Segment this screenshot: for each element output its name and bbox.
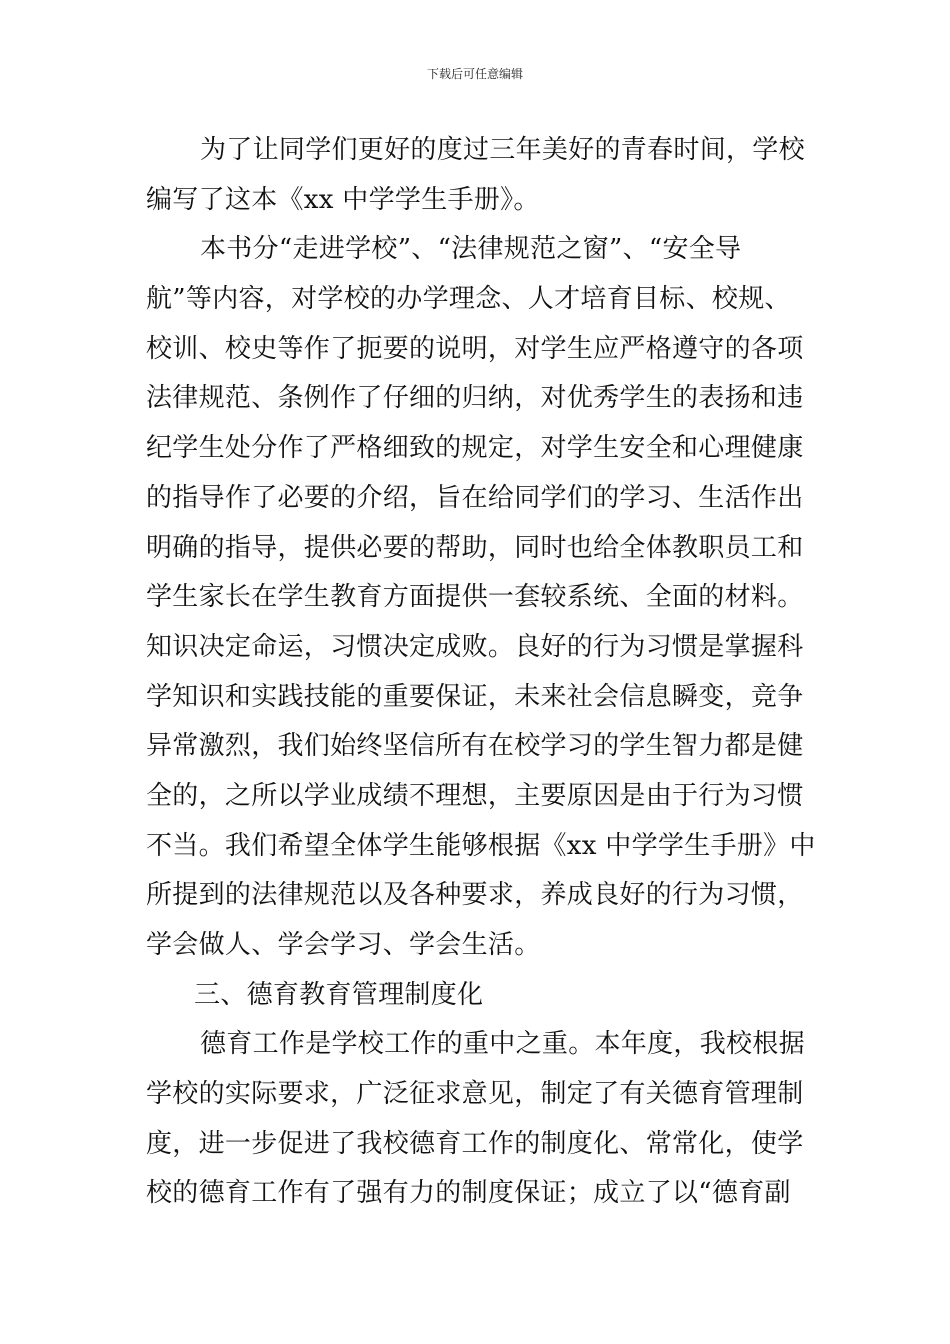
section-heading: 三、德育教育管理制度化 — [194, 979, 484, 1010]
text-line: 纪学生处分作了严格细致的规定，对学生安全和心理健康 — [146, 433, 804, 464]
text-line: 明确的指导，提供必要的帮助，同时也给全体教职员工和 — [146, 532, 804, 563]
text-line: 全的，之所以学业成绩不理想，主要原因是由于行为习惯 — [146, 780, 804, 811]
text-line: 的指导作了必要的介绍，旨在给同学们的学习、生活作出 — [146, 482, 804, 513]
text-line: 法律规范、条例作了仔细的归纳，对优秀学生的表扬和违 — [146, 383, 804, 414]
text-line: 不当。我们希望全体学生能够根据《xx 中学学生手册》中 — [146, 830, 816, 861]
text-line: 为了让同学们更好的度过三年美好的青春时间，学校 — [200, 135, 805, 165]
text-line: 校的德育工作有了强有力的制度保证；成立了以“德育副 — [146, 1178, 791, 1209]
text-line: 德育工作是学校工作的重中之重。本年度，我校根据 — [200, 1029, 805, 1060]
text-line: 异常激烈，我们始终坚信所有在校学习的学生智力都是健 — [146, 731, 804, 762]
text-line: 知识决定命运，习惯决定成败。良好的行为习惯是掌握科 — [146, 631, 804, 662]
text-line: 本书分“走进学校”、“法律规范之窗”、“安全导 — [200, 234, 742, 265]
text-line: 所提到的法律规范以及各种要求，养成良好的行为习惯， — [146, 880, 804, 911]
document-body — [146, 126, 816, 1219]
text-line: 学会做人、学会学习、学会生活。 — [146, 930, 541, 960]
text-line: 编写了这本《xx 中学学生手册》。 — [146, 184, 540, 215]
text-line: 学知识和实践技能的重要保证，未来社会信息瞬变，竞争 — [146, 681, 804, 712]
text-line: 学生家长在学生教育方面提供一套较系统、全面的材料。 — [146, 582, 804, 613]
text-line: 学校的实际要求，广泛征求意见，制定了有关德育管理制 — [146, 1079, 804, 1110]
page-header: 下载后可任意编辑 — [426, 67, 523, 81]
text-line: 度，进一步促进了我校德育工作的制度化、常常化，使学 — [146, 1128, 804, 1159]
text-line: 校训、校史等作了扼要的说明，对学生应严格遵守的各项 — [146, 333, 804, 364]
text-line: 航”等内容，对学校的办学理念、人才培育目标、校规、 — [146, 284, 791, 315]
